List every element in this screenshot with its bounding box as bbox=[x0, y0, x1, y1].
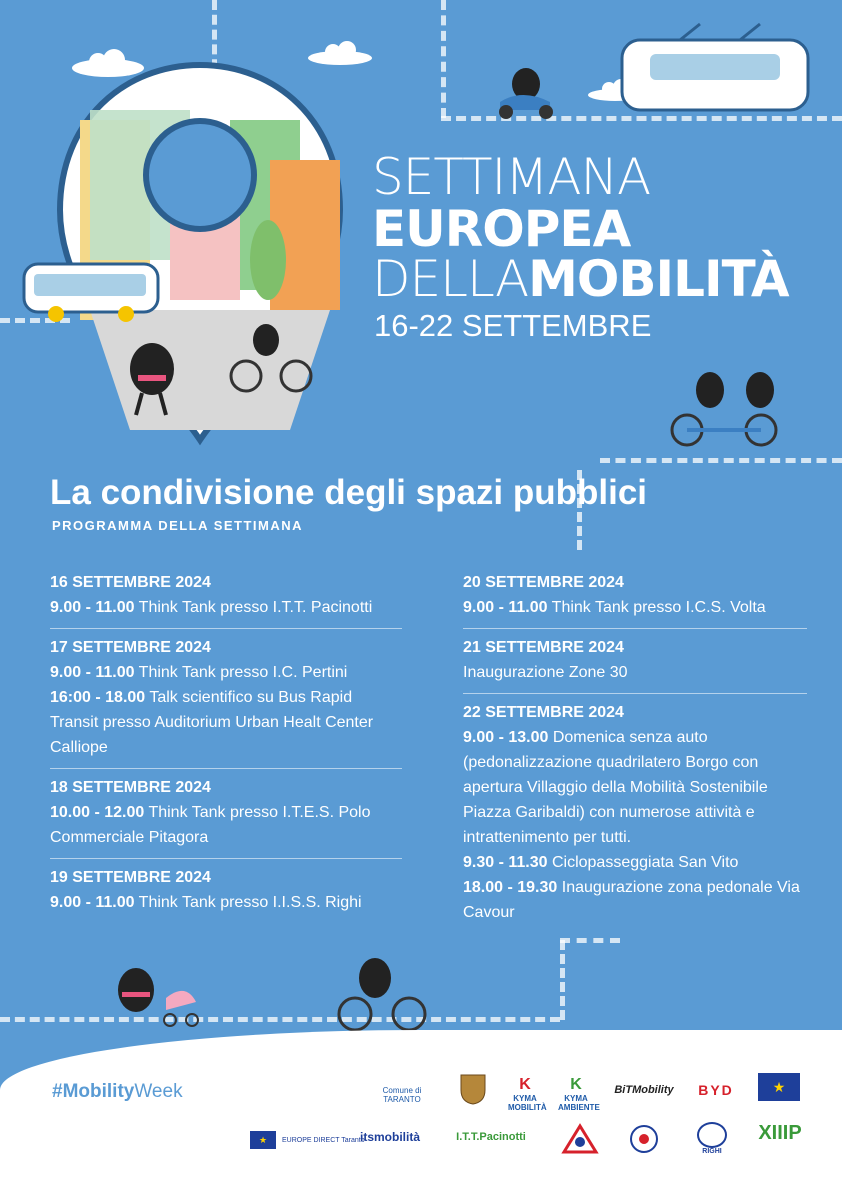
program-event-time: 9.00 - 13.00 bbox=[463, 729, 549, 746]
program-left-column bbox=[50, 564, 402, 923]
program-event bbox=[50, 685, 402, 760]
program-event bbox=[50, 660, 402, 685]
crest-icon bbox=[458, 1072, 488, 1106]
hashtag-regular: Week bbox=[134, 1081, 183, 1102]
logo-europe-direct: ★ EUROPE DIRECT Taranto bbox=[250, 1131, 365, 1149]
tandem-bike-icon bbox=[665, 368, 795, 448]
title-line-2: EUROPEA bbox=[372, 200, 631, 258]
logo-byd: BYD bbox=[698, 1082, 734, 1098]
logo-righi: RIGHI bbox=[696, 1122, 728, 1155]
walker-icon bbox=[118, 335, 188, 417]
program-event bbox=[463, 850, 807, 875]
program-event-time: 10.00 - 12.00 bbox=[50, 804, 145, 821]
program-day-date: 19 SETTEMBRE 2024 bbox=[50, 869, 211, 886]
program-right-column bbox=[463, 564, 807, 933]
program-day-date: 18 SETTEMBRE 2024 bbox=[50, 779, 211, 796]
footer bbox=[0, 1030, 842, 1191]
program-day bbox=[463, 564, 807, 629]
title-line-3-bold: MOBILITÀ bbox=[528, 250, 789, 308]
program-day bbox=[50, 629, 402, 769]
program-event-time: 9.30 - 11.30 bbox=[463, 854, 548, 871]
cyclist-icon bbox=[228, 318, 314, 394]
program-day bbox=[463, 629, 807, 694]
logo-kyma-ambiente: K KYMA AMBIENTE bbox=[558, 1076, 600, 1112]
program-event-time: 9.00 - 11.00 bbox=[50, 599, 135, 616]
bus-icon bbox=[22, 262, 162, 324]
road-line bbox=[560, 940, 565, 1020]
program-event bbox=[50, 595, 402, 620]
program-day-date: 17 SETTEMBRE 2024 bbox=[50, 639, 211, 656]
program-event-text: Inaugurazione zona pedonale Via Cavour bbox=[463, 879, 800, 921]
theme-subtitle: La condivisione degli spazi pubblici bbox=[50, 473, 648, 512]
tram-icon bbox=[620, 20, 820, 120]
program-day-date: 20 SETTEMBRE 2024 bbox=[463, 574, 624, 591]
hashtag bbox=[52, 1081, 183, 1103]
scooter-icon bbox=[492, 58, 562, 122]
title-line-3 bbox=[372, 252, 789, 306]
stroller-walker-icon bbox=[106, 962, 202, 1032]
program-day-date: 16 SETTEMBRE 2024 bbox=[50, 574, 211, 591]
program-event bbox=[50, 890, 402, 915]
logo-itt-pacinotti: I.T.T.Pacinotti bbox=[456, 1131, 526, 1143]
program-event-time: 18.00 - 19.30 bbox=[463, 879, 558, 896]
program-event-text: Think Tank presso I.T.T. Pacinotti bbox=[134, 599, 373, 616]
road-line bbox=[600, 458, 842, 463]
eu-flag-icon: ★ bbox=[250, 1131, 276, 1149]
program-event-time: 16:00 - 18.00 bbox=[50, 689, 146, 706]
program-day-date: 22 SETTEMBRE 2024 bbox=[463, 704, 624, 721]
program-event bbox=[50, 800, 402, 850]
program-event-text: Talk scientifico su Bus Rapid Transit presso Auditorium Urban Healt Center Calliope bbox=[50, 689, 374, 756]
eu-flag-icon: ★ bbox=[758, 1073, 800, 1101]
logo-comune-taranto: Comune di TARANTO bbox=[382, 1086, 422, 1104]
program-day bbox=[463, 694, 807, 933]
program-event-text: Inaugurazione Zone 30 bbox=[463, 664, 628, 681]
program-event-text: Think Tank presso I.I.S.S. Righi bbox=[134, 894, 362, 911]
program-event bbox=[463, 595, 807, 620]
program-event bbox=[463, 725, 807, 850]
program-event-text: Think Tank presso I.C.S. Volta bbox=[547, 599, 766, 616]
logo-bitmobility: BiTMobility bbox=[614, 1084, 674, 1096]
program-day bbox=[50, 859, 402, 923]
road-line bbox=[441, 0, 446, 118]
logo-kyma-mobilita: K KYMA MOBILITÀ bbox=[508, 1076, 547, 1112]
logo-itsmobilita: itsmobilità bbox=[359, 1130, 420, 1144]
title-line-3-light: DELLA bbox=[372, 250, 529, 308]
event-dates: 16-22 SETTEMBRE bbox=[374, 308, 652, 343]
program-event-text: Think Tank presso I.T.E.S. Polo Commerciale Pitagora bbox=[50, 804, 371, 846]
program-event-time: 9.00 - 11.00 bbox=[50, 894, 135, 911]
road-line bbox=[560, 938, 620, 943]
cyclist-icon bbox=[335, 950, 429, 1034]
program-event bbox=[463, 875, 807, 925]
program-event-text: Domenica senza auto (pedonalizzazione quadrilatero Borgo con apertura Villaggio della Mobilità Sostenibile Piazza Garibaldi) con numerose attività e intrattenimento per tutti. bbox=[463, 729, 768, 846]
program-event bbox=[463, 660, 807, 685]
hashtag-bold: #Mobility bbox=[52, 1081, 135, 1102]
program-label: PROGRAMMA DELLA SETTIMANA bbox=[52, 518, 304, 533]
title-line-1: SETTIMANA bbox=[372, 148, 651, 206]
school-logo-icon bbox=[628, 1124, 660, 1154]
program-event-time: 9.00 - 11.00 bbox=[463, 599, 548, 616]
program-day bbox=[50, 564, 402, 629]
road-line bbox=[0, 1017, 560, 1022]
program-event-time: 9.00 - 11.00 bbox=[50, 664, 135, 681]
map-pin-illustration bbox=[30, 50, 370, 450]
school-logo-icon bbox=[560, 1122, 600, 1156]
program-event-text: Think Tank presso I.C. Pertini bbox=[134, 664, 348, 681]
logo-xiiip: XIIIP bbox=[758, 1122, 802, 1144]
program-event-text: Ciclopasseggiata San Vito bbox=[547, 854, 739, 871]
program-day bbox=[50, 769, 402, 859]
program-day-date: 21 SETTEMBRE 2024 bbox=[463, 639, 624, 656]
